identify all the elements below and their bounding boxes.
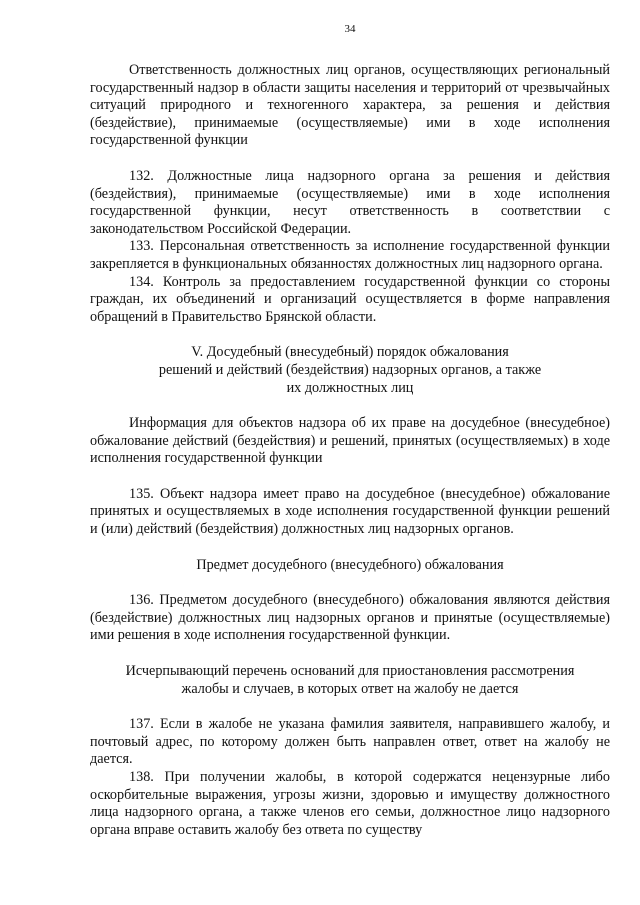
section-v-heading-line: V. Досудебный (внесудебный) порядок обжалования bbox=[191, 344, 509, 361]
paragraph-133: 133. Персональная ответственность за исполнение государственной функции закрепляется в функциональных обязанностях должностных лиц надзорного органа. bbox=[90, 238, 610, 272]
section-v-heading-line: их должностных лиц bbox=[286, 379, 414, 396]
paragraph-information-right: Информация для объектов надзора об их праве на досудебное (внесудебное) обжалование действий (бездействия) и решений, принятых (осуществляемых) в ходе исполнения государственной функции bbox=[90, 415, 610, 467]
grounds-heading-line: жалобы и случаев, в которых ответ на жалобу не дается bbox=[181, 680, 519, 697]
paragraph-132: 132. Должностные лица надзорного органа за решения и действия (бездействия), принимаемые (осуществляемые) ими в ходе исполнения государственной функции, несут ответственность в соответствии с законодательством Российской Федерации. bbox=[90, 167, 610, 237]
paragraph-responsibility-intro: Ответственность должностных лиц органов, осуществляющих региональный государственный надзор в области защиты населения и территорий от чрезвычайных ситуаций природного и техногенного характера, за решения и действия (бездействие), принимаемые (осуществляемые) ими в ходе исполнения государственной функции bbox=[90, 62, 610, 149]
grounds-heading bbox=[90, 663, 610, 698]
subject-heading: Предмет досудебного (внесудебного) обжалования bbox=[196, 556, 504, 573]
grounds-heading-line: Исчерпывающий перечень оснований для приостановления рассмотрения bbox=[125, 663, 575, 680]
paragraph-137: 137. Если в жалобе не указана фамилия заявителя, направившего жалобу, и почтовый адрес, по которому должен быть направлен ответ, ответ на жалобу не дается. bbox=[90, 716, 610, 768]
section-v-heading-line: решений и действий (бездействия) надзорных органов, а также bbox=[158, 361, 542, 378]
paragraph-138: 138. При получении жалобы, в которой содержатся нецензурные либо оскорбительные выражения, угрозы жизни, здоровью и имуществу должностного лица надзорного органа, а также членов его семьи, должностное лицо надзорного органа вправе оставить жалобу без ответа по существу bbox=[90, 769, 610, 838]
section-v-heading bbox=[90, 344, 610, 397]
paragraph-134: 134. Контроль за предоставлением государственной функции со стороны граждан, их объединений и организаций осуществляется в форме направления обращений в Правительство Брянской области. bbox=[90, 273, 610, 325]
paragraph-136: 136. Предметом досудебного (внесудебного) обжалования являются действия (бездействие) должностных лиц надзорных органов и принятые (осуществляемые) ими решения в ходе исполнения государственной функции. bbox=[90, 592, 610, 644]
paragraph-135: 135. Объект надзора имеет право на досудебное (внесудебное) обжалование принятых и осуществляемых в ходе исполнения государственной функции решений и (или) действий (бездействия) должностных лиц надзорных органов. bbox=[90, 485, 610, 538]
page-number: 34 bbox=[344, 23, 356, 35]
